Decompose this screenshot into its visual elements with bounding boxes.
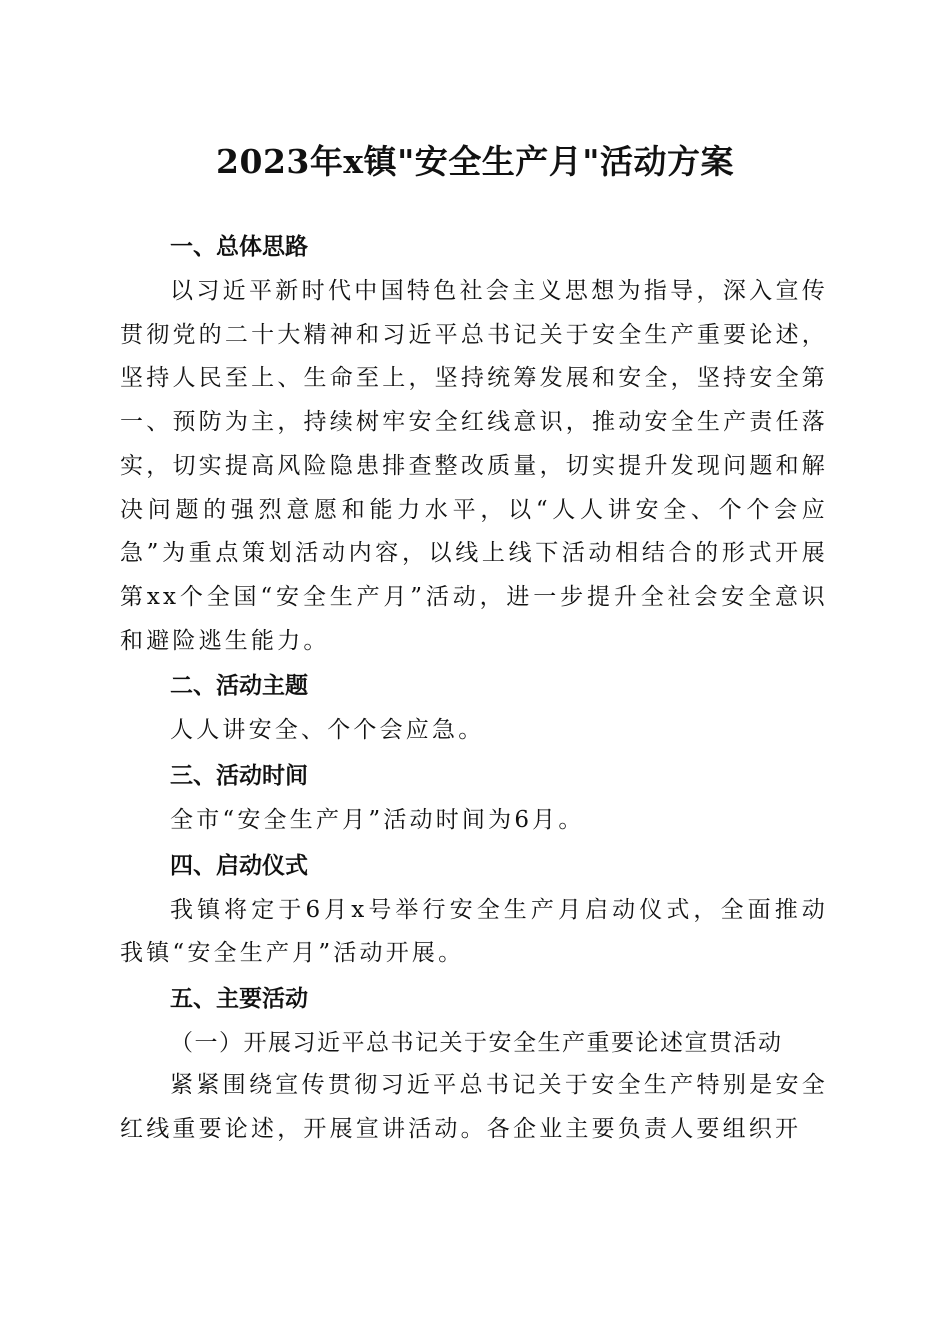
- section-paragraph: 紧紧围绕宣传贯彻习近平总书记关于安全生产特别是安全红线重要论述，开展宣讲活动。各企业主要负责人要组织开: [120, 1072, 828, 1142]
- section-paragraph: 以习近平新时代中国特色社会主义思想为指导，深入宣传贯彻党的二十大精神和习近平总书记关于安全生产重要论述，坚持人民至上、生命至上，坚持统筹发展和安全，坚持安全第一、预防为主，持续树牢安全红线意识，推动安全生产责任落实，切实提高风险隐患排查整改质量，切实提升发现问题和解决问题的强烈意愿和能力水平，以“人人讲安全、个个会应急”为重点策划活动内容，以线上线下活动相结合的形式开展第xx个全国“安全生产月”活动，进一步提升全社会安全意识和避险逃生能力。: [120, 278, 828, 654]
- section-heading: 四、启动仪式: [170, 852, 308, 879]
- section-launch-ceremony: [120, 845, 828, 976]
- section-paragraph: 人人讲安全、个个会应急。: [170, 717, 485, 744]
- section-activity-theme: [120, 665, 828, 753]
- section-paragraph: 我镇将定于6月x号举行安全生产月启动仪式，全面推动我镇“安全生产月”活动开展。: [120, 896, 828, 967]
- section-heading: 一、总体思路: [170, 234, 308, 260]
- section-heading: 三、活动时间: [170, 763, 308, 790]
- section-overall-approach: [120, 226, 828, 663]
- section-subheading: （一）开展习近平总书记关于安全生产重要论述宣贯活动: [170, 1030, 783, 1057]
- document-body: [120, 226, 828, 1154]
- section-paragraph: 全市“安全生产月”活动时间为6月。: [170, 807, 585, 834]
- section-activity-time: [120, 755, 828, 843]
- section-heading: 二、活动主题: [170, 673, 308, 700]
- section-main-activities: [120, 978, 828, 1151]
- document-title: 2023年x镇"安全生产月"活动方案: [216, 142, 734, 181]
- section-heading: 五、主要活动: [170, 986, 308, 1013]
